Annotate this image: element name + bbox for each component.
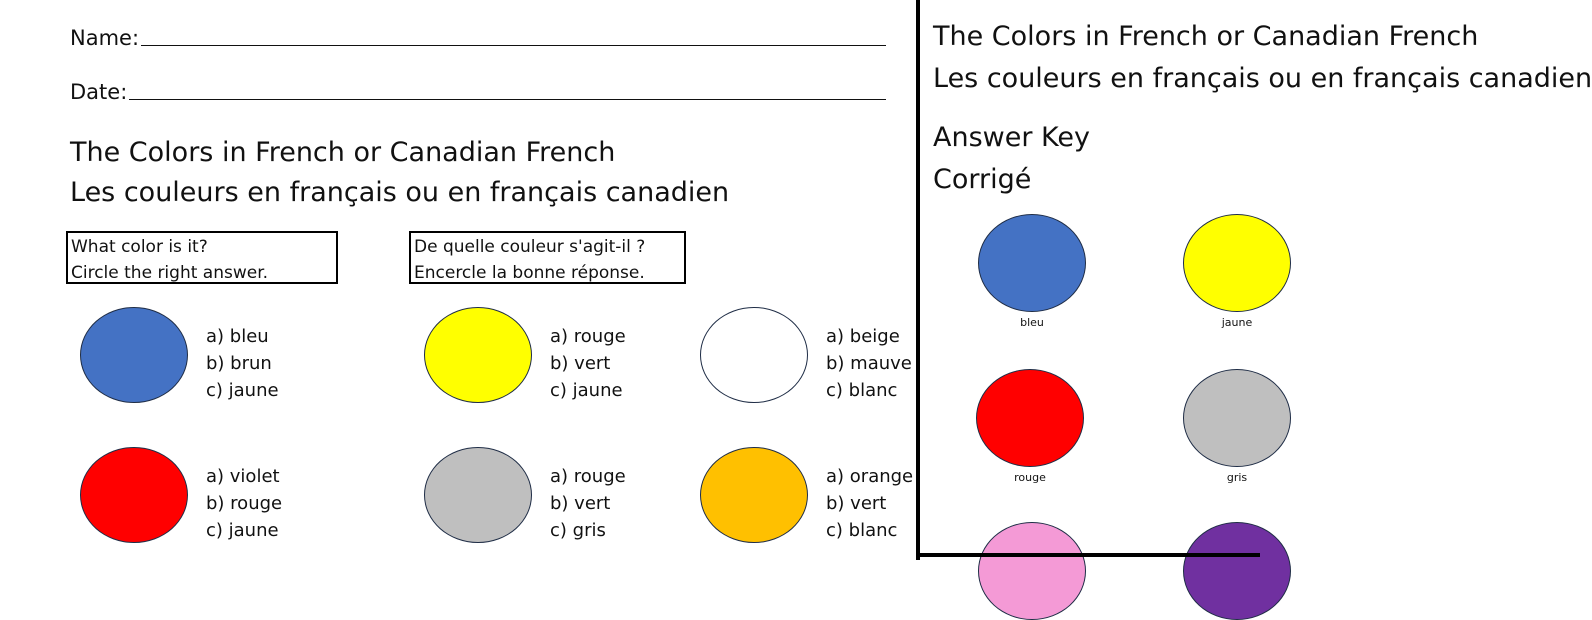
worksheet-title — [70, 133, 729, 213]
answer-key-item — [975, 369, 1085, 484]
answer-options — [550, 323, 626, 404]
color-swatch — [80, 307, 188, 403]
date-label: Date: — [70, 80, 128, 104]
option-c[interactable]: c) jaune — [206, 520, 279, 541]
title-english: The Colors in French or Canadian French — [70, 137, 616, 168]
instructions-french — [409, 231, 686, 284]
option-b[interactable]: b) vert — [826, 493, 887, 514]
option-a[interactable]: a) rouge — [550, 466, 626, 487]
option-b[interactable]: b) mauve — [826, 353, 912, 374]
color-swatch — [1183, 369, 1291, 467]
question-3 — [700, 307, 930, 407]
color-swatch — [976, 369, 1084, 467]
instructions-english — [66, 231, 338, 284]
question-1 — [80, 307, 310, 407]
answer-key-title-english: The Colors in French or Canadian French — [933, 21, 1479, 52]
color-swatch — [978, 214, 1086, 312]
option-c[interactable]: c) blanc — [826, 520, 898, 541]
instructions-french-line2: Encercle la bonne réponse. — [414, 263, 645, 283]
color-name: gris — [1226, 471, 1248, 484]
title-french: Les couleurs en français ou en français canadien — [70, 177, 730, 208]
name-label: Name: — [70, 26, 140, 50]
color-swatch — [700, 447, 808, 543]
answer-key-item — [1182, 214, 1292, 329]
color-swatch — [1183, 214, 1291, 312]
answer-key-item — [1182, 369, 1292, 484]
question-6 — [700, 447, 930, 547]
color-name: bleu — [1020, 316, 1044, 329]
answer-key-item — [977, 214, 1087, 329]
answer-options — [206, 323, 279, 404]
option-b[interactable]: b) vert — [550, 493, 611, 514]
date-field — [70, 80, 886, 104]
instructions-english-line1: What color is it? — [71, 237, 208, 257]
color-swatch — [1183, 522, 1291, 620]
option-a[interactable]: a) orange — [826, 466, 914, 487]
color-name: jaune — [1221, 316, 1253, 329]
option-a[interactable]: a) rouge — [550, 326, 626, 347]
name-field — [70, 26, 886, 50]
instructions-french-line1: De quelle couleur s'agit-il ? — [414, 237, 646, 257]
color-swatch — [978, 522, 1086, 620]
option-b[interactable]: b) brun — [206, 353, 272, 374]
color-swatch — [424, 447, 532, 543]
option-b[interactable]: b) rouge — [206, 493, 283, 514]
option-a[interactable]: a) violet — [206, 466, 280, 487]
date-line — [129, 98, 886, 100]
option-a[interactable]: a) bleu — [206, 326, 269, 347]
answer-key-heading-french: Corrigé — [933, 164, 1032, 195]
answer-key-title — [933, 16, 1592, 100]
question-5 — [424, 447, 654, 547]
option-c[interactable]: c) jaune — [206, 380, 279, 401]
instructions-english-line2: Circle the right answer. — [71, 263, 269, 283]
question-2 — [424, 307, 654, 407]
option-a[interactable]: a) beige — [826, 326, 900, 347]
answer-key-item — [977, 522, 1087, 620]
page-edge — [920, 553, 1260, 557]
option-b[interactable]: b) vert — [550, 353, 611, 374]
answer-options — [550, 463, 626, 544]
answer-options — [826, 463, 913, 544]
answer-key-heading — [933, 117, 1090, 201]
color-name: rouge — [1014, 471, 1046, 484]
option-c[interactable]: c) blanc — [826, 380, 898, 401]
option-c[interactable]: c) jaune — [550, 380, 623, 401]
option-c[interactable]: c) gris — [550, 520, 606, 541]
answer-key-heading-english: Answer Key — [933, 122, 1090, 153]
question-4 — [80, 447, 310, 547]
answer-key-item — [1182, 522, 1292, 620]
answer-key-title-french: Les couleurs en français ou en français canadien — [933, 63, 1592, 94]
color-swatch — [424, 307, 532, 403]
answer-key-page — [920, 0, 1592, 560]
answer-options — [206, 463, 282, 544]
color-swatch — [700, 307, 808, 403]
name-line — [141, 44, 886, 46]
answer-options — [826, 323, 912, 404]
color-swatch — [80, 447, 188, 543]
